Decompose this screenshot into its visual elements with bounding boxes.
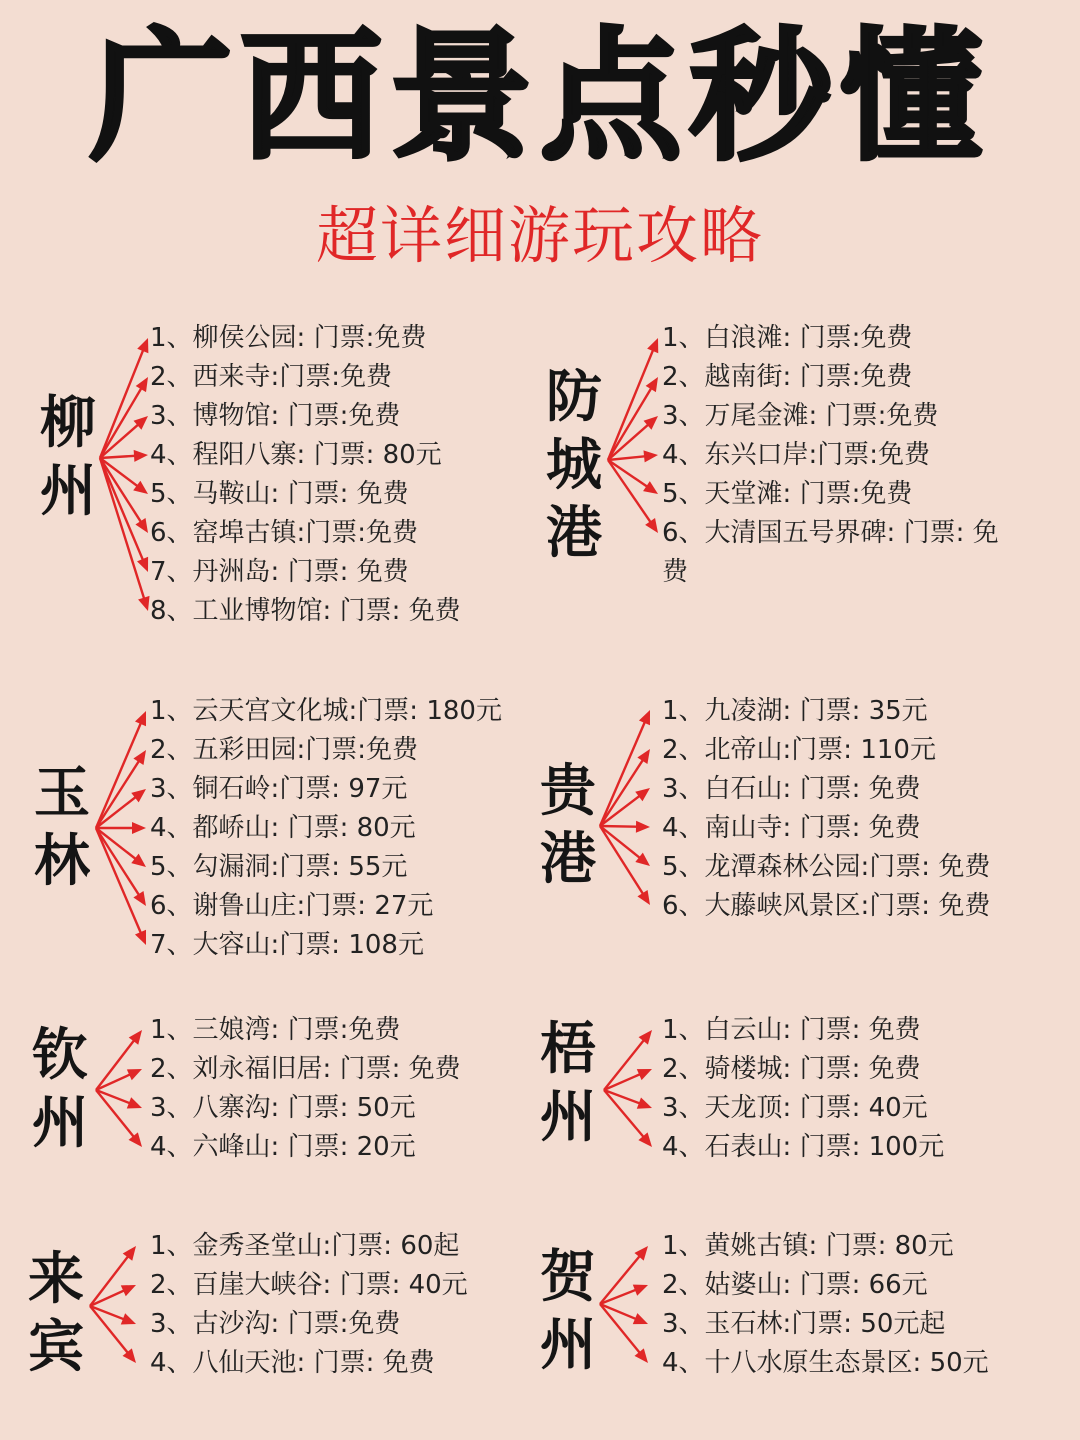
list-item: 3、万尾金滩: 门票:免费 [662, 401, 939, 431]
list-item: 6、窑埠古镇:门票:免费 [150, 518, 419, 548]
list-item: 5、马鞍山: 门票: 免费 [150, 479, 409, 509]
list-item: 3、玉石林:门票: 50元起 [662, 1309, 946, 1339]
list-item: 2、北帝山:门票: 110元 [662, 735, 936, 765]
list-item: 3、八寨沟: 门票: 50元 [150, 1093, 416, 1123]
list-item: 1、柳侯公园: 门票:免费 [150, 323, 427, 353]
list-item: 6、大藤峡风景区:门票: 免费 [662, 891, 991, 921]
list-item: 4、南山寺: 门票: 免费 [662, 813, 921, 843]
list-item: 8、工业博物馆: 门票: 免费 [150, 596, 461, 626]
arrowhead-icon [633, 1285, 648, 1296]
list-item: 4、石表山: 门票: 100元 [662, 1132, 945, 1162]
list-item: 1、黄姚古镇: 门票: 80元 [662, 1231, 954, 1261]
list-item: 1、白浪滩: 门票:免费 [662, 323, 913, 353]
list-item: 4、八仙天池: 门票: 免费 [150, 1348, 435, 1378]
list-item: 5、龙潭森林公园:门票: 免费 [662, 852, 991, 882]
list-item: 2、越南街: 门票:免费 [662, 362, 913, 392]
list-item: 6、谢鲁山庄:门票: 27元 [150, 891, 434, 921]
list-item: 4、程阳八寨: 门票: 80元 [150, 440, 442, 470]
page-subtitle: 超详细游玩攻略 [315, 199, 764, 272]
city-name-guigang: 贵 港 [540, 759, 596, 892]
list-item: 2、百崖大峡谷: 门票: 40元 [150, 1270, 468, 1300]
city-name-laibin: 来 宾 [28, 1247, 84, 1380]
list-item: 1、九凌湖: 门票: 35元 [662, 696, 928, 726]
attraction-list-hezhou [662, 1227, 1042, 1383]
list-item: 3、古沙沟: 门票:免费 [150, 1309, 401, 1339]
city-name-liuzhou: 柳 州 [40, 391, 96, 524]
list-item: 7、丹洲岛: 门票: 免费 [150, 557, 409, 587]
list-item: 3、天龙顶: 门票: 40元 [662, 1093, 928, 1123]
list-item: 4、六峰山: 门票: 20元 [150, 1132, 416, 1162]
city-name-fangchenggang: 防 城 港 [546, 365, 602, 566]
list-item: 5、天堂滩: 门票:免费 [662, 479, 913, 509]
list-item: 4、东兴口岸:门票:免费 [662, 440, 931, 470]
list-item: 1、云天宫文化城:门票: 180元 [150, 696, 502, 726]
list-item: 3、博物馆: 门票:免费 [150, 401, 401, 431]
city-name-yulin: 玉 林 [34, 761, 90, 894]
city-name-wuzhou: 梧 州 [540, 1017, 596, 1150]
list-item: 2、五彩田园:门票:免费 [150, 735, 419, 765]
list-item: 6、大清国五号界碑: 门票: 免费 [662, 518, 999, 587]
list-item: 1、金秀圣堂山:门票: 60起 [150, 1231, 460, 1261]
list-item: 1、白云山: 门票: 免费 [662, 1015, 921, 1045]
list-item: 1、三娘湾: 门票:免费 [150, 1015, 401, 1045]
list-item: 2、姑婆山: 门票: 66元 [662, 1270, 928, 1300]
list-item: 4、都峤山: 门票: 80元 [150, 813, 416, 843]
city-name-hezhou: 贺 州 [540, 1245, 596, 1378]
list-item: 7、大容山:门票: 108元 [150, 930, 424, 960]
list-item: 2、西来寺:门票:免费 [150, 362, 393, 392]
list-item: 2、刘永福旧居: 门票: 免费 [150, 1054, 461, 1084]
city-name-qinzhou: 钦 州 [32, 1023, 88, 1156]
list-item: 5、勾漏洞:门票: 55元 [150, 852, 408, 882]
list-item: 4、十八水原生态景区: 50元 [662, 1348, 989, 1378]
page-title: 广西景点秒懂 [90, 15, 990, 180]
list-item: 3、白石山: 门票: 免费 [662, 774, 921, 804]
list-item: 2、骑楼城: 门票: 免费 [662, 1054, 921, 1084]
list-item: 3、铜石岭:门票: 97元 [150, 774, 408, 804]
